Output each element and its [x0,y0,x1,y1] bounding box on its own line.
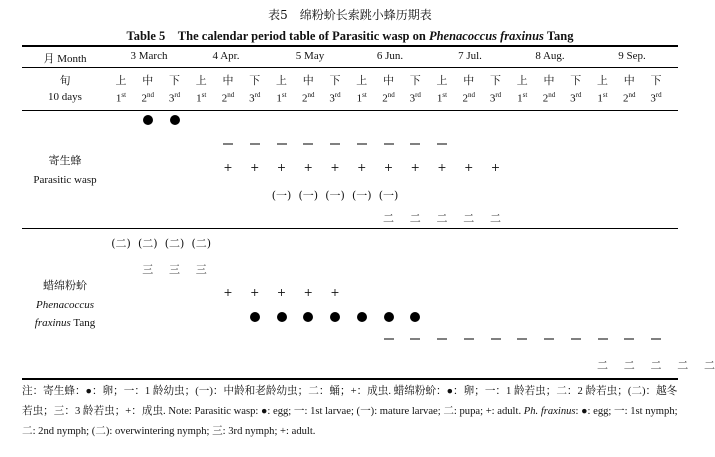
bottom-rule [22,378,678,380]
mealybug-first-instar-marker [410,339,420,340]
month-column-label: 月 Month [43,53,87,65]
days-cell: 1st [517,91,528,105]
mealybug-first-instar-marker [544,339,554,340]
mealybug-second-instar-marker: 二 [677,359,689,372]
xun-cell: 上 [115,75,127,87]
month-label: 4 Apr. [212,50,240,62]
xun-cell: 下 [490,75,501,87]
section-rule [22,228,678,229]
days-cell: 3rd [168,91,181,105]
mealybug-overwinter-marker: (二) [111,237,131,250]
mealybug-first-instar-marker [491,339,501,340]
wasp-adult-marker: + [383,161,394,174]
month-rule [22,67,678,68]
xun-cell: 中 [302,75,314,87]
mealybug-overwinter-marker: (二) [164,237,185,250]
wasp-adult-marker: + [464,161,474,174]
wasp-larva-marker [437,144,447,145]
mealybug-egg-marker [357,312,367,322]
wasp-adult-marker: + [490,161,501,174]
mealybug-third-instar-marker: 三 [169,263,180,276]
days-label: 10 days [48,91,82,103]
wasp-egg-marker [143,115,153,125]
mealybug-first-instar-marker [651,339,661,340]
wasp-larva-marker [303,144,313,145]
wasp-pupa-marker: 二 [409,212,421,225]
wasp-adult-marker: + [357,161,367,174]
wasp-adult-marker: + [437,161,447,174]
mealybug-adult-marker: + [330,286,340,299]
mealybug-overwinter-marker: (二) [137,237,158,250]
days-cell: 3rd [249,91,261,105]
days-cell: 3rd [650,91,662,105]
mealybug-adult-marker: + [303,286,313,299]
mealybug-third-instar-marker: 三 [142,263,154,276]
days-cell: 1st [597,91,608,105]
days-cell: 3rd [570,91,582,105]
wasp-pupa-marker: 二 [383,212,394,225]
mealybug-egg-marker [410,312,420,322]
days-cell: 3rd [489,91,502,105]
mealybug-second-instar-marker: 二 [704,359,715,372]
mealybug-second-instar-marker: 二 [597,359,608,372]
top-rule [22,45,678,47]
mealybug-adult-marker: + [223,286,233,299]
wasp-pupa-marker: 二 [436,212,448,225]
wasp-larva-marker [250,144,260,145]
wasp-adult-marker: + [250,161,260,174]
month-label: 6 Jun. [376,50,404,62]
table-title-en: Table 5 The calendar period table of Parasitic wasp on Phenacoccus fraxinus Tang [126,29,574,43]
wasp-larva-marker [330,144,340,145]
xun-cell: 上 [436,75,448,87]
mealybug-second-instar-marker: 二 [623,359,635,372]
wasp-larva-marker [277,144,287,145]
xun-cell: 下 [249,75,261,87]
mealybug-egg-marker [250,312,260,322]
wasp-label: 寄生蜂 Parasitic wasp [33,155,97,186]
xun-cell: 下 [409,75,421,87]
days-cell: 2nd [302,91,315,105]
mealybug-egg-marker [384,312,394,322]
wasp-mature-larva-marker: (一) [325,189,345,202]
wasp-mature-larva-marker: (一) [298,189,319,202]
wasp-mature-larva-marker: (一) [378,189,399,202]
mealybug-first-instar-marker [464,339,474,340]
month-label: 3 March [130,50,168,62]
days-cell: 2nd [141,91,154,105]
mealybug-adult-marker: + [276,286,287,299]
mealybug-egg-marker [303,312,313,322]
days-cell: 2nd [623,91,636,105]
days-cell: 2nd [382,91,395,105]
mealybug-first-instar-marker [624,339,634,340]
mealybug-adult-marker: + [250,286,260,299]
mealybug-first-instar-marker [571,339,581,340]
days-cell: 1st [436,91,448,105]
xun-cell: 中 [383,75,394,87]
table-title-cn: 表5 绵粉蚧长索跳小蜂历期表 [268,8,432,22]
xun-cell: 中 [222,75,234,87]
mealybug-second-instar-marker: 二 [650,359,662,372]
xun-cell: 中 [543,75,555,87]
mealybug-egg-marker [330,312,340,322]
wasp-pupa-marker: 二 [490,212,501,225]
days-cell: 1st [356,91,367,105]
mealybug-first-instar-marker [517,339,527,340]
wasp-larva-marker [357,144,367,145]
days-cell: 3rd [329,91,341,105]
table-note: 注：寄生蜂：●：卵；一：1 龄幼虫；(一)：中龄和老龄幼虫；二：蛹；+：成虫. 蜡绵粉蚧：●：卵；一：1 龄若虫；二：2 龄若虫；(二)：越冬若虫；三：3 龄若虫；+：成虫. Note: Parasitic wasp: ●: egg; 一: 1st larvae; (一): mature larvae; 二: pupa; +: adult. Ph. fraxinus: ●: egg; 一: 1st nymph; 二: 2nd nymph; (二): overwintering nymph; 三: 3rd nymph; +: adult. [22,386,678,437]
wasp-larva-marker [384,144,394,145]
mealybug-first-instar-marker [384,339,394,340]
xun-label: 旬 [59,75,71,87]
xun-cell: 下 [169,75,180,87]
days-cell: 1st [276,91,287,105]
wasp-adult-marker: + [276,161,287,174]
xun-cell: 中 [463,75,475,87]
days-cell: 1st [196,91,207,105]
wasp-adult-marker: + [330,161,340,174]
xun-cell: 上 [195,75,207,87]
header-rule [22,110,678,111]
days-cell: 3rd [409,91,421,105]
xun-cell: 上 [356,75,368,87]
xun-cell: 下 [570,75,582,87]
wasp-adult-marker: + [223,161,233,174]
month-label: 8 Aug. [535,50,565,62]
mealybug-overwinter-marker: (二) [191,237,212,250]
wasp-egg-marker [170,115,180,125]
xun-cell: 中 [142,75,154,87]
days-cell: 2nd [221,91,235,105]
mealybug-label: 蜡绵粉蚧 Phenacoccus fraxinus Tang [34,280,96,329]
xun-cell: 下 [650,75,662,87]
days-cell: 2nd [542,91,556,105]
wasp-adult-marker: + [303,161,313,174]
mealybug-egg-marker [277,312,287,322]
wasp-larva-marker [410,144,420,145]
month-label: 7 Jul. [458,50,482,62]
mealybug-third-instar-marker: 三 [195,263,207,276]
wasp-mature-larva-marker: (一) [351,189,372,202]
xun-cell: 上 [516,75,528,87]
mealybug-first-instar-marker [598,339,608,340]
xun-cell: 上 [276,75,287,87]
days-cell: 2nd [462,91,475,105]
xun-cell: 中 [623,75,635,87]
wasp-adult-marker: + [410,161,420,174]
wasp-pupa-marker: 二 [463,212,475,225]
wasp-mature-larva-marker: (一) [271,189,292,202]
month-label: 9 Sep. [618,50,646,62]
xun-cell: 上 [597,75,608,87]
days-cell: 1st [115,91,127,105]
mealybug-first-instar-marker [437,339,447,340]
xun-cell: 下 [329,75,341,87]
month-label: 5 May [295,50,325,62]
wasp-larva-marker [223,144,233,145]
